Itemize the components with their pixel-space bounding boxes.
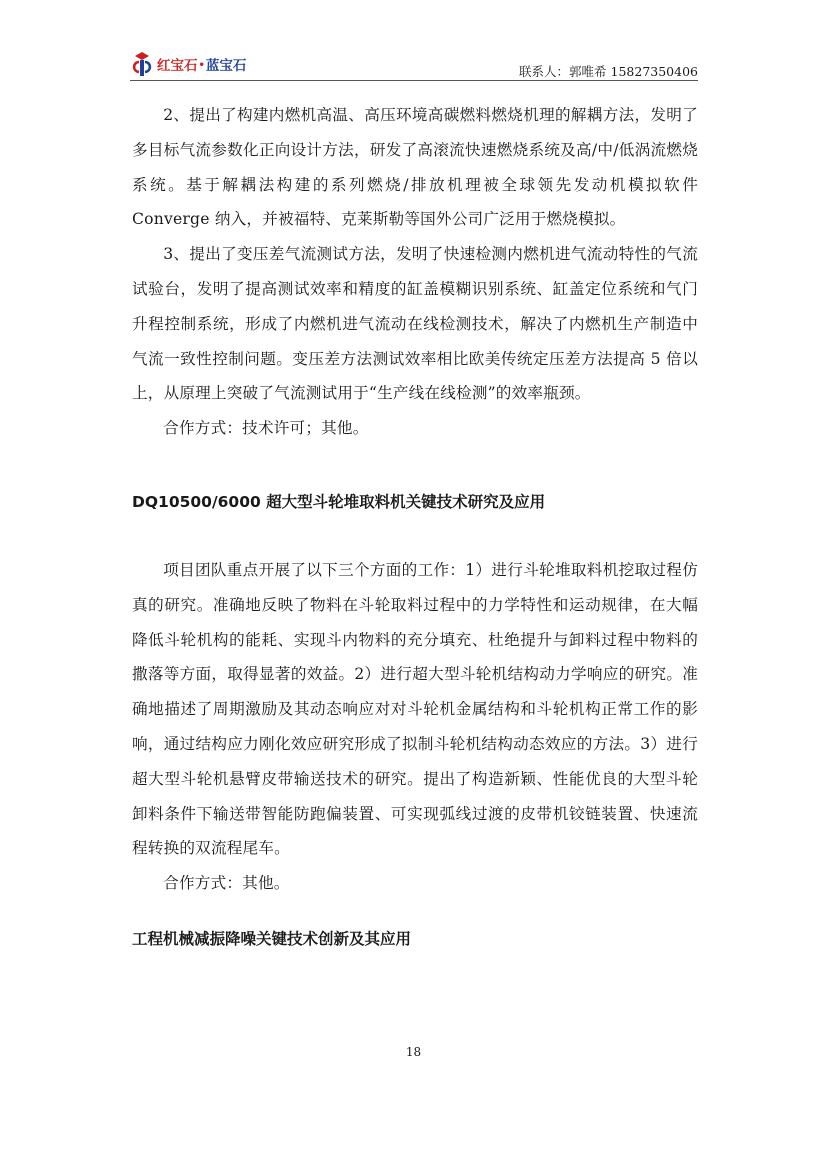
logo: [130, 50, 246, 78]
document-body: [132, 98, 698, 951]
gem-logo-icon: [130, 51, 154, 77]
page-header: [130, 50, 698, 80]
section-heading-vibration-noise: 工程机械减振降噪关键技术创新及其应用: [132, 929, 412, 948]
section-heading-bucket-wheel: DQ10500/6000 超大型斗轮堆取料机关键技术研究及应用: [132, 492, 546, 511]
logo-text: 红宝石•蓝宝石: [157, 58, 247, 74]
paragraph-bucket-wheel-research: 项目团队重点开展了以下三个方面的工作：1）进行斗轮堆取料机挖取过程仿真的研究。准确地反映了物料在斗轮取料过程中的力学特性和运动规律，在大幅降低斗轮机构的能耗、实现斗内物料的充分填充、杜绝提升与卸料过程中物料的撒落等方面，取得显著的效益。2）进行超大型斗轮机结构动力学响应的研究。准确地描述了周期激励及其动态响应对对斗轮机金属结构和斗轮机构正常工作的影响，通过结构应力刚化效应研究形成了拟制斗轮机结构动态效应的方法。3）进行超大型斗轮机悬臂皮带输送技术的研究。提出了构造新颖、性能优良的大型斗轮卸料条件下输送带智能防跑偏装置、可实现弧线过渡的皮带机铰链装置、快速流程转换的双流程尾车。: [132, 560, 698, 858]
header-divider: [130, 80, 698, 81]
paragraph-combustion-decoupling: 2、提出了构建内燃机高温、高压环境高碳燃料燃烧机理的解耦方法，发明了多目标气流参数化正向设计方法，研发了高滚流快速燃烧系统及高/中/低涡流燃烧系统。基于解耦法构建的系列燃烧/排放机理被全球领先发动机模拟软件Converge 纳入，并被福特、克莱斯勒等国外公司广泛用于燃烧模拟。: [132, 106, 698, 229]
page-number: 18: [405, 1045, 422, 1059]
paragraph-cooperation-mode-2: 合作方式：其他。: [163, 874, 290, 893]
paragraph-airflow-testing: 3、提出了变压差气流测试方法，发明了快速检测内燃机进气流动特性的气流试验台，发明了提高测试效率和精度的缸盖模糊识别系统、缸盖定位系统和气门升程控制系统，形成了内燃机进气流动在线检测技术，解决了内燃机生产制造中气流一致性控制问题。变压差方法测试效率相比欧美传统定压差方法提高 5 倍以上，从原理上突破了气流测试用于“生产线在线检测”的效率瓶颈。: [132, 245, 698, 403]
contact-info: 联系人：郭唯希 15827350406: [519, 64, 698, 79]
paragraph-cooperation-mode: 合作方式：技术许可；其他。: [163, 419, 369, 438]
